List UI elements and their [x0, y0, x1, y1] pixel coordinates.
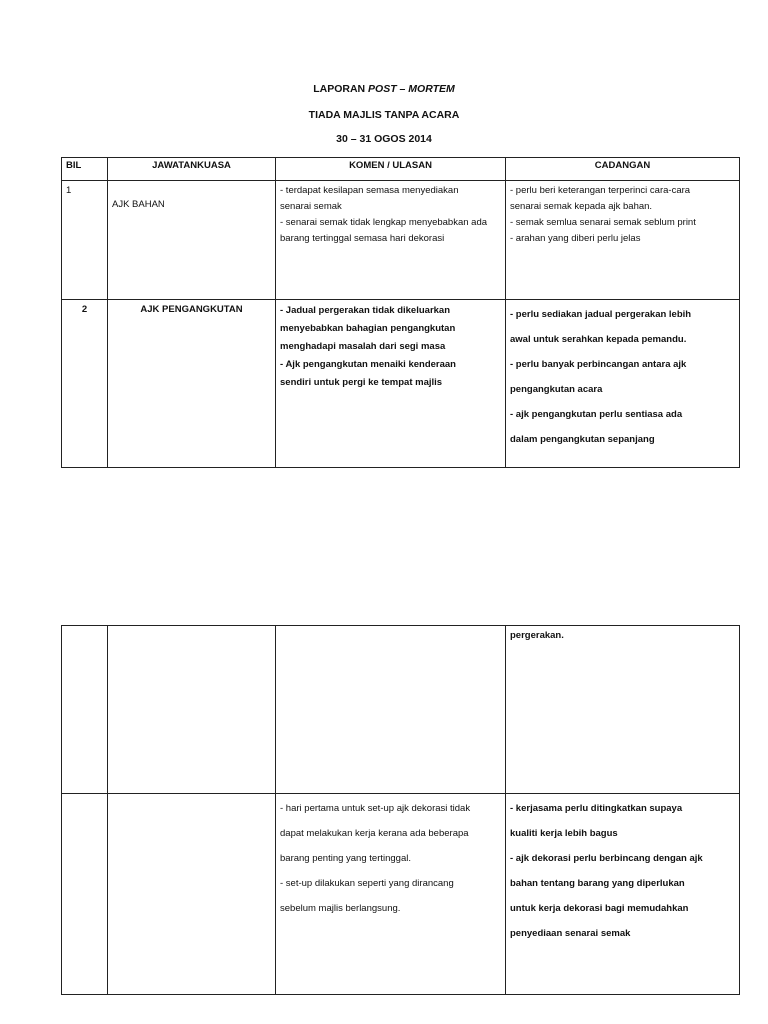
col-header-cadangan: CADANGAN — [506, 158, 740, 181]
table-row — [62, 794, 740, 995]
cadangan-line: senarai semak kepada ajk bahan. — [510, 201, 653, 212]
komen-line: - hari pertama untuk set-up ajk dekorasi tidak — [280, 803, 471, 814]
report-table-page-1 — [61, 157, 740, 468]
cell-komen — [276, 794, 506, 995]
col-header-jawatankuasa: JAWATANKUASA — [108, 158, 276, 181]
cell-cadangan — [506, 794, 740, 995]
cell-jawatankuasa — [108, 626, 276, 794]
komen-line: - Jadual pergerakan tidak dikeluarkan — [280, 305, 451, 316]
report-date: 30 – 31 OGOS 2014 — [336, 133, 432, 145]
komen-line: - Ajk pengangkutan menaiki kenderaan — [280, 359, 456, 370]
cadangan-line: - ajk dekorasi perlu berbincang dengan ajk — [510, 853, 703, 864]
table-row — [62, 300, 740, 468]
cell-bil: 2 — [62, 300, 108, 468]
komen-line: sebelum majlis berlangsung. — [280, 903, 401, 914]
cell-komen — [276, 626, 506, 794]
cadangan-line: pergerakan. — [510, 630, 564, 641]
cell-cadangan — [506, 626, 740, 794]
cadangan-line: pengangkutan acara — [510, 384, 603, 395]
komen-line: menyebabkan bahagian pengangkutan — [280, 323, 456, 334]
table-row — [62, 626, 740, 794]
report-subtitle: TIADA MAJLIS TANPA ACARA — [308, 109, 460, 121]
cadangan-line: - ajk pengangkutan perlu sentiasa ada — [510, 409, 683, 420]
report-title — [0, 83, 768, 95]
komen-line: menghadapi masalah dari segi masa — [280, 341, 446, 352]
col-header-komen: KOMEN / ULASAN — [276, 158, 506, 181]
cadangan-line: - arahan yang diberi perlu jelas — [510, 233, 641, 244]
cadangan-line: untuk kerja dekorasi bagi memudahkan — [510, 903, 689, 914]
cell-jawatankuasa: AJK PENGANGKUTAN — [108, 300, 276, 468]
cadangan-line: bahan tentang barang yang diperlukan — [510, 878, 685, 889]
table-header-row — [62, 158, 740, 181]
komen-line: sendiri untuk pergi ke tempat majlis — [280, 377, 443, 388]
cell-cadangan — [506, 300, 740, 468]
cell-jawatankuasa: AJK BAHAN — [108, 181, 276, 300]
komen-line: - terdapat kesilapan semasa menyediakan — [280, 185, 459, 196]
cell-komen — [276, 300, 506, 468]
komen-line: barang penting yang tertinggal. — [280, 853, 411, 864]
cell-jawatankuasa — [108, 794, 276, 995]
cadangan-line: - semak semlua senarai semak seblum print — [510, 217, 696, 228]
cell-bil: 1 — [62, 181, 108, 300]
report-title-italic: POST – MORTEM — [368, 83, 455, 95]
komen-line: - senarai semak tidak lengkap menyebabkan ada — [280, 217, 488, 228]
komen-line: barang tertinggal semasa hari dekorasi — [280, 233, 445, 244]
cadangan-line: - perlu beri keterangan terperinci cara-cara — [510, 185, 691, 196]
report-table-page-2 — [61, 625, 740, 995]
cell-bil — [62, 794, 108, 995]
col-header-bil: BIL — [62, 158, 108, 181]
cadangan-line: - perlu banyak perbincangan antara ajk — [510, 359, 687, 370]
cell-bil — [62, 626, 108, 794]
cadangan-line: awal untuk serahkan kepada pemandu. — [510, 334, 687, 345]
cell-cadangan — [506, 181, 740, 300]
komen-line: dapat melakukan kerja kerana ada beberapa — [280, 828, 469, 839]
komen-line: - set-up dilakukan seperti yang dirancang — [280, 878, 454, 889]
report-title-prefix: LAPORAN — [313, 83, 369, 95]
cadangan-line: - perlu sediakan jadual pergerakan lebih — [510, 309, 692, 320]
cadangan-line: dalam pengangkutan sepanjang — [510, 434, 655, 445]
komen-line: senarai semak — [280, 201, 342, 212]
cadangan-line: penyediaan senarai semak — [510, 928, 631, 939]
cadangan-line: - kerjasama perlu ditingkatkan supaya — [510, 803, 683, 814]
cell-komen — [276, 181, 506, 300]
cadangan-line: kualiti kerja lebih bagus — [510, 828, 618, 839]
table-row — [62, 181, 740, 300]
